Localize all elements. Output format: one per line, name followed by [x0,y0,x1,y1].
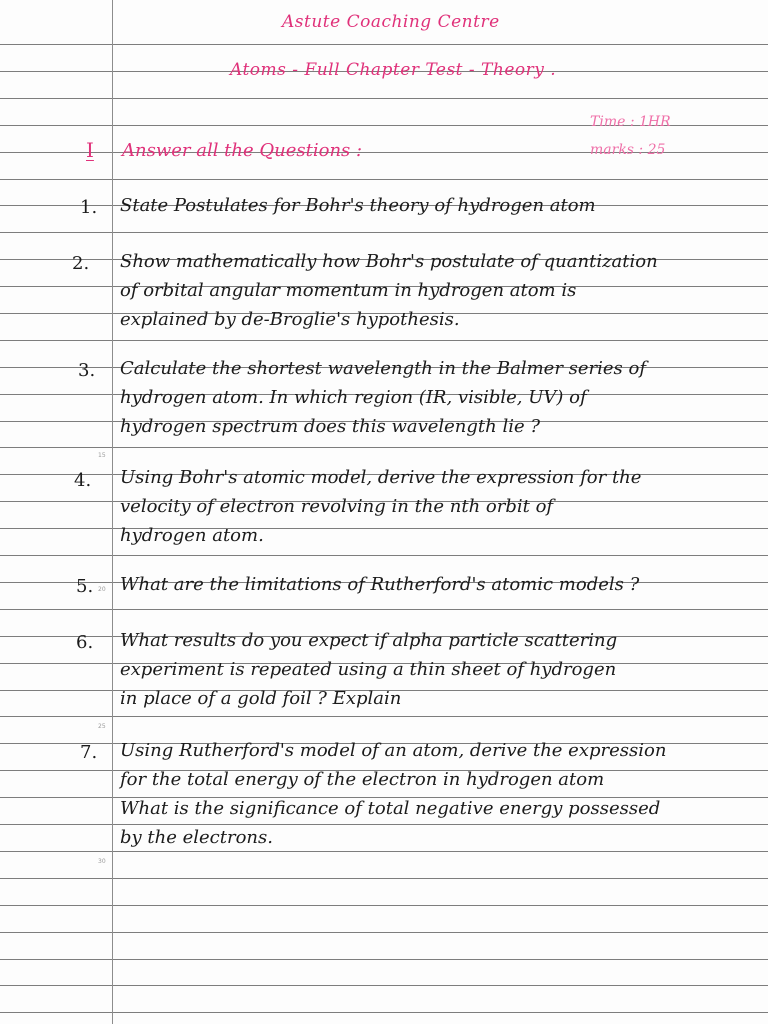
question-text: What are the limitations of Rutherford's atomic models ? [120,574,640,595]
ruled-line [0,44,768,45]
marks-label: marks : 25 [590,142,666,158]
ruled-line [0,905,768,906]
margin-line [112,0,113,1024]
question-text: velocity of electron revolving in the nth orbit of [120,496,554,517]
question-text: What results do you expect if alpha particle scattering [120,630,618,651]
question-number: 4. [74,470,92,491]
section-number: I [86,138,94,162]
ruled-line [0,878,768,879]
line-number: 15 [98,452,106,459]
question-number: 3. [78,360,96,381]
ruled-line [0,232,768,233]
question-text: experiment is repeated using a thin sheet of hydrogen [120,659,617,680]
line-number: 20 [98,586,106,593]
ruled-line [0,959,768,960]
question-text: Using Bohr's atomic model, derive the expression for the [120,467,642,488]
question-text: explained by de-Broglie's hypothesis. [120,309,460,330]
time-label: Time : 1HR [590,114,671,130]
ruled-line [0,447,768,448]
ruled-line [0,932,768,933]
ruled-line [0,528,768,529]
question-text: of orbital angular momentum in hydrogen atom is [120,280,577,301]
question-text: Calculate the shortest wavelength in the Balmer series of [120,358,647,379]
question-text: by the electrons. [120,827,273,848]
ruled-line [0,555,768,556]
ruled-line [0,98,768,99]
question-text: hydrogen spectrum does this wavelength lie ? [120,416,541,437]
ruled-line [0,716,768,717]
section-instruction: Answer all the Questions : [122,140,363,161]
ruled-line [0,851,768,852]
ruled-line [0,179,768,180]
question-text: for the total energy of the electron in hydrogen atom [120,769,605,790]
question-text: in place of a gold foil ? Explain [120,688,402,709]
question-number: 6. [76,632,94,653]
question-text: What is the significance of total negative energy possessed [120,798,661,819]
question-text: hydrogen atom. [120,525,264,546]
question-number: 2. [72,253,90,274]
question-text: hydrogen atom. In which region (IR, visible, UV) of [120,387,587,408]
line-number: 30 [98,858,106,865]
ruled-line [0,985,768,986]
page-subtitle: Atoms - Full Chapter Test - Theory . [230,60,557,80]
ruled-line [0,609,768,610]
line-number: 25 [98,723,106,730]
page-title: Astute Coaching Centre [282,12,500,32]
question-text: Show mathematically how Bohr's postulate of quantization [120,251,658,272]
ruled-line [0,340,768,341]
question-number: 1. [80,197,98,218]
ruled-line [0,1012,768,1013]
ruled-line [0,824,768,825]
question-text: State Postulates for Bohr's theory of hydrogen atom [120,195,596,216]
question-number: 7. [80,742,98,763]
question-text: Using Rutherford's model of an atom, derive the expression [120,740,667,761]
question-number: 5. [76,576,94,597]
